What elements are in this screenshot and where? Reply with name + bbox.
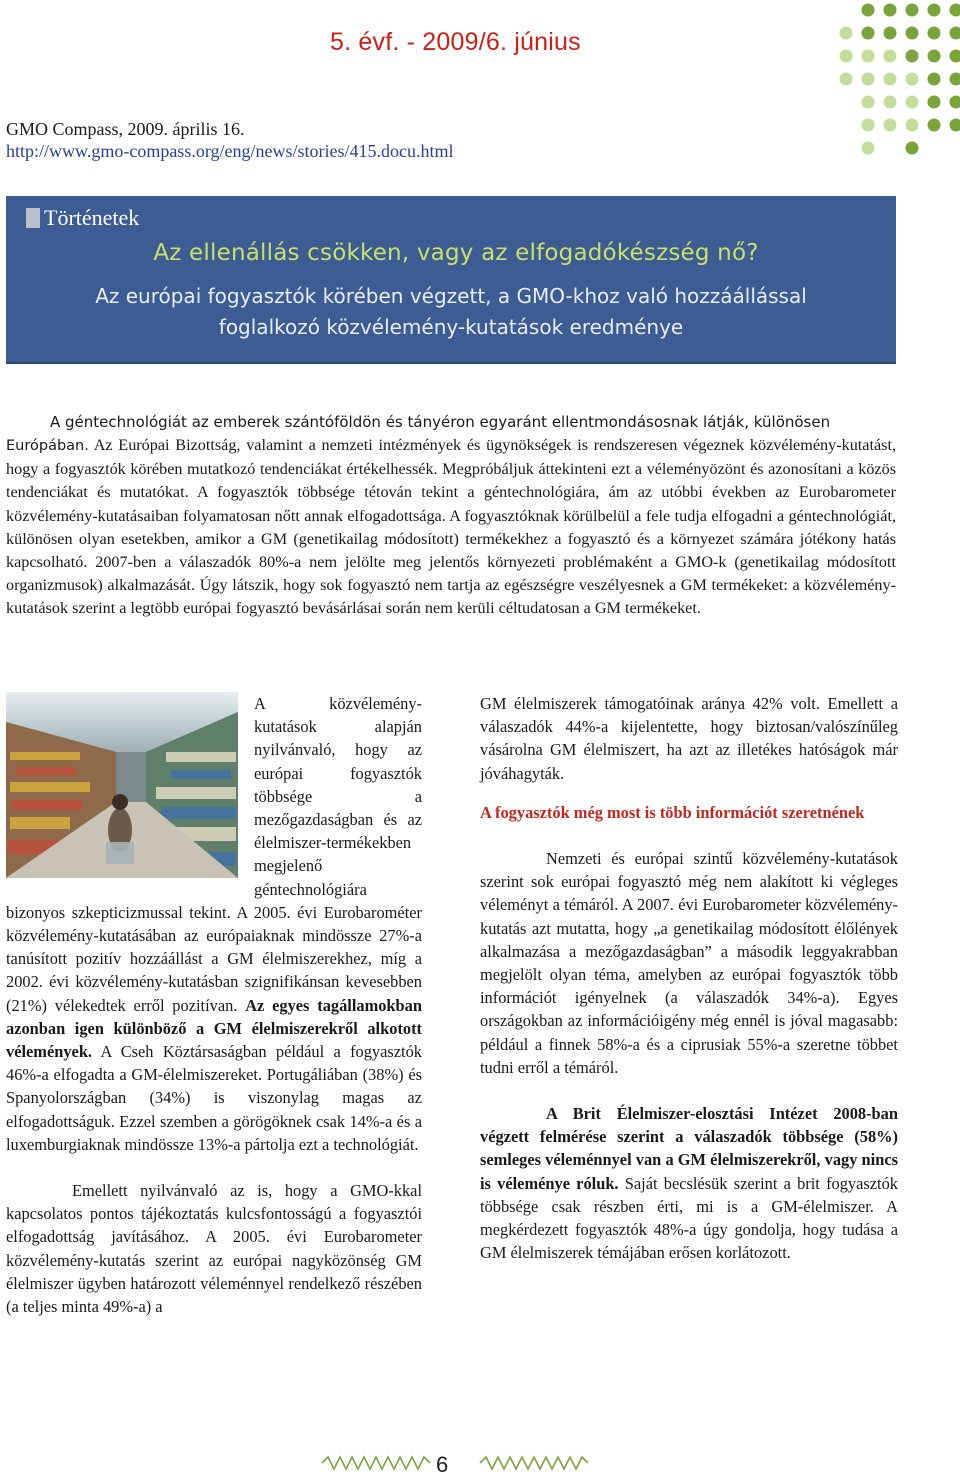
article-title: Az ellenállás csökken, vagy az elfogadókészség nő? — [153, 240, 759, 266]
right-paragraph-2: Nemzeti és európai szintű közvélemény-kutatások szerint sok európai fogyasztó még nem alakított ki végleges véleményt a témáról. A 2007. évi Eurobarometer közvélemény-kutatás azt mutatta, hogy „a genetikailag módosított élőlények alkalmazása a mezőgazdaságban” a második leggyakrabban megjelölt olyan téma, amelyben az európai fogyasztók több információt igényelnek (a válaszadók 34%-a). Egyes országokban az információigény még ennél is jóval magasabb: például a finnek 58%-a és a ciprusiak 55%-a szeretne többet tudni erről a témáról. — [480, 849, 898, 1077]
source-url-link[interactable]: http://www.gmo-compass.org/eng/news/stories/415.docu.html — [6, 141, 454, 161]
supermarket-aisle-photo — [6, 692, 238, 878]
right-p3-bold: A Brit Élelmiszer-elosztási Intézet 2008-ban végzett felmérése szerint a válaszadók többsége (58%) semleges véleménnyel van a GM élelmiszerekről, vagy nincs is véleménye róluk. — [480, 1104, 898, 1193]
subtitle-line-1: Az európai fogyasztók körében végzett, a GMO-khoz való hozzáállással — [95, 284, 807, 308]
section-label-text: Történetek — [44, 205, 140, 230]
lead-body: Az Európai Bizottság, valamint a nemzeti intézmények és ügynökségek is rendszeresen végeznek közvélemény-kutatást, hogy a fogyasztók körében mutatkozó tendenciákat értékelhessék. Megpróbáljuk áttekinteni ezt a véleményözönt és azonosítani a közös tendenciákat és mutatókat. A fogyasztók többsége tétován tekint a géntechnológiára, ám az utóbbi években az Eurobarometer közvélemény-kutatásaiban folyamatosan nőtt annak elfogadottsága. A fogyasztóknak körülbelül a fele tudja elfogadni a géntechnológiát, különösen olyan esetekben, amikor a GM (genetikailag módosított) termékekhez a fogyasztó és a környezet számára jótékony hatás kapcsolható. 2007-ben a válaszadók 80%-a nem jelölte meg jelentős környezeti problémaként a GMO-k (genetikailag módosított organizmusok) alkalmazását. Úgy látszik, hogy sok fogyasztó nem tartja az egészségre veszélyesnek a GM termékeket: a közvélemény-kutatások szerint a legtöbb európai fogyasztó bevásárlásai során nem kerüli céltudatosan a GM termékeket. — [6, 436, 896, 618]
article-subtitle — [6, 281, 896, 343]
issue-header: 5. évf. - 2009/6. június — [330, 28, 581, 56]
left-column — [6, 692, 422, 1318]
section-label — [26, 205, 139, 231]
decorative-dot-pattern — [826, 0, 960, 160]
left-p1-end: A Cseh Köztársaságban például a fogyasztók 46%-a elfogadta a GM-élelmiszereket. Portugáliában (38%) és Spanyolországban (34%) is viszonylag magas az elfogadottságuk. Ezzel szemben a görögöknek csak 14%-a és a luxemburgiaknak mindössze 13%-a pártolja ezt a technológiát. — [6, 1042, 422, 1154]
right-paragraph-1: GM élelmiszerek támogatóinak aránya 42% volt. Emellett a válaszadók 44%-a kijelentette, hogy biztosan/valószínűleg vásárolna GM élelmiszert, ha azt az illetékes hatóságok már jóváhagyták. — [480, 694, 898, 783]
lead-paragraph — [6, 434, 896, 621]
left-p1-bold: Az egyes tagállamokban azonban igen különböző a GM élelmiszerekről alkotott vélemények. — [6, 995, 422, 1062]
lead-intro: A géntechnológiát az emberek szántóföldön és tányéron egyaránt ellentmondásosnak látják, különösen — [50, 413, 831, 431]
source-citation — [6, 118, 453, 162]
left-paragraph-2: Emellett nyilvánvaló az is, hogy a GMO-kkal kapcsolatos pontos tájékoztatás kulcsfontosságú a fogyasztói elfogadottság javításához. A 2005. évi Eurobarometer közvélemény-kutatás szerint az európai nagyközönség GM élelmiszer ügyben határozott véleménnyel rendelkező részében (a teljes minta 49%-a) a — [6, 1181, 422, 1317]
subtitle-line-2: foglalkozó közvélemény-kutatások eredménye — [218, 315, 684, 339]
page-number: 6 — [436, 1452, 449, 1477]
right-subheading: A fogyasztók még most is több információt szeretnének — [480, 802, 865, 822]
left-p1-text: A közvélemény-kutatások alapján nyilvánvaló, hogy az európai fogyasztók többsége a mezőgazdaságban és az élelmiszer-termékekben megjelenő géntechnológiára bizonyos szkepticizmussal tekint. A 2005. évi Eurobarométer közvélemény-kutatásában az európaiaknak mindössze 27%-a tanúsított pozitív hozzáállást a GM élelmiszerekhez, míg a 2002. évi közvélemény-kutatásban szignifikánsan kevesebben (21%) vélekedtek erről pozitívan. — [6, 694, 422, 1015]
lead-intro-continuation: Európában. — [6, 438, 89, 454]
section-square-icon — [26, 208, 40, 228]
title-banner — [6, 196, 896, 364]
right-column — [480, 692, 898, 1264]
right-paragraph-3 — [480, 1102, 898, 1264]
footer-decoration — [0, 1448, 960, 1478]
citation-text: GMO Compass, 2009. április 16. — [6, 119, 245, 139]
right-p3-end: Saját becslésük szerint a brit fogyasztók többsége csak részben érti, mi is a GM-élelmiszer. A megkérdezett fogyasztók 48%-a úgy gondolja, hogy tudása a GM élelmiszerek témájában erősen korlátozott. — [480, 1173, 898, 1263]
